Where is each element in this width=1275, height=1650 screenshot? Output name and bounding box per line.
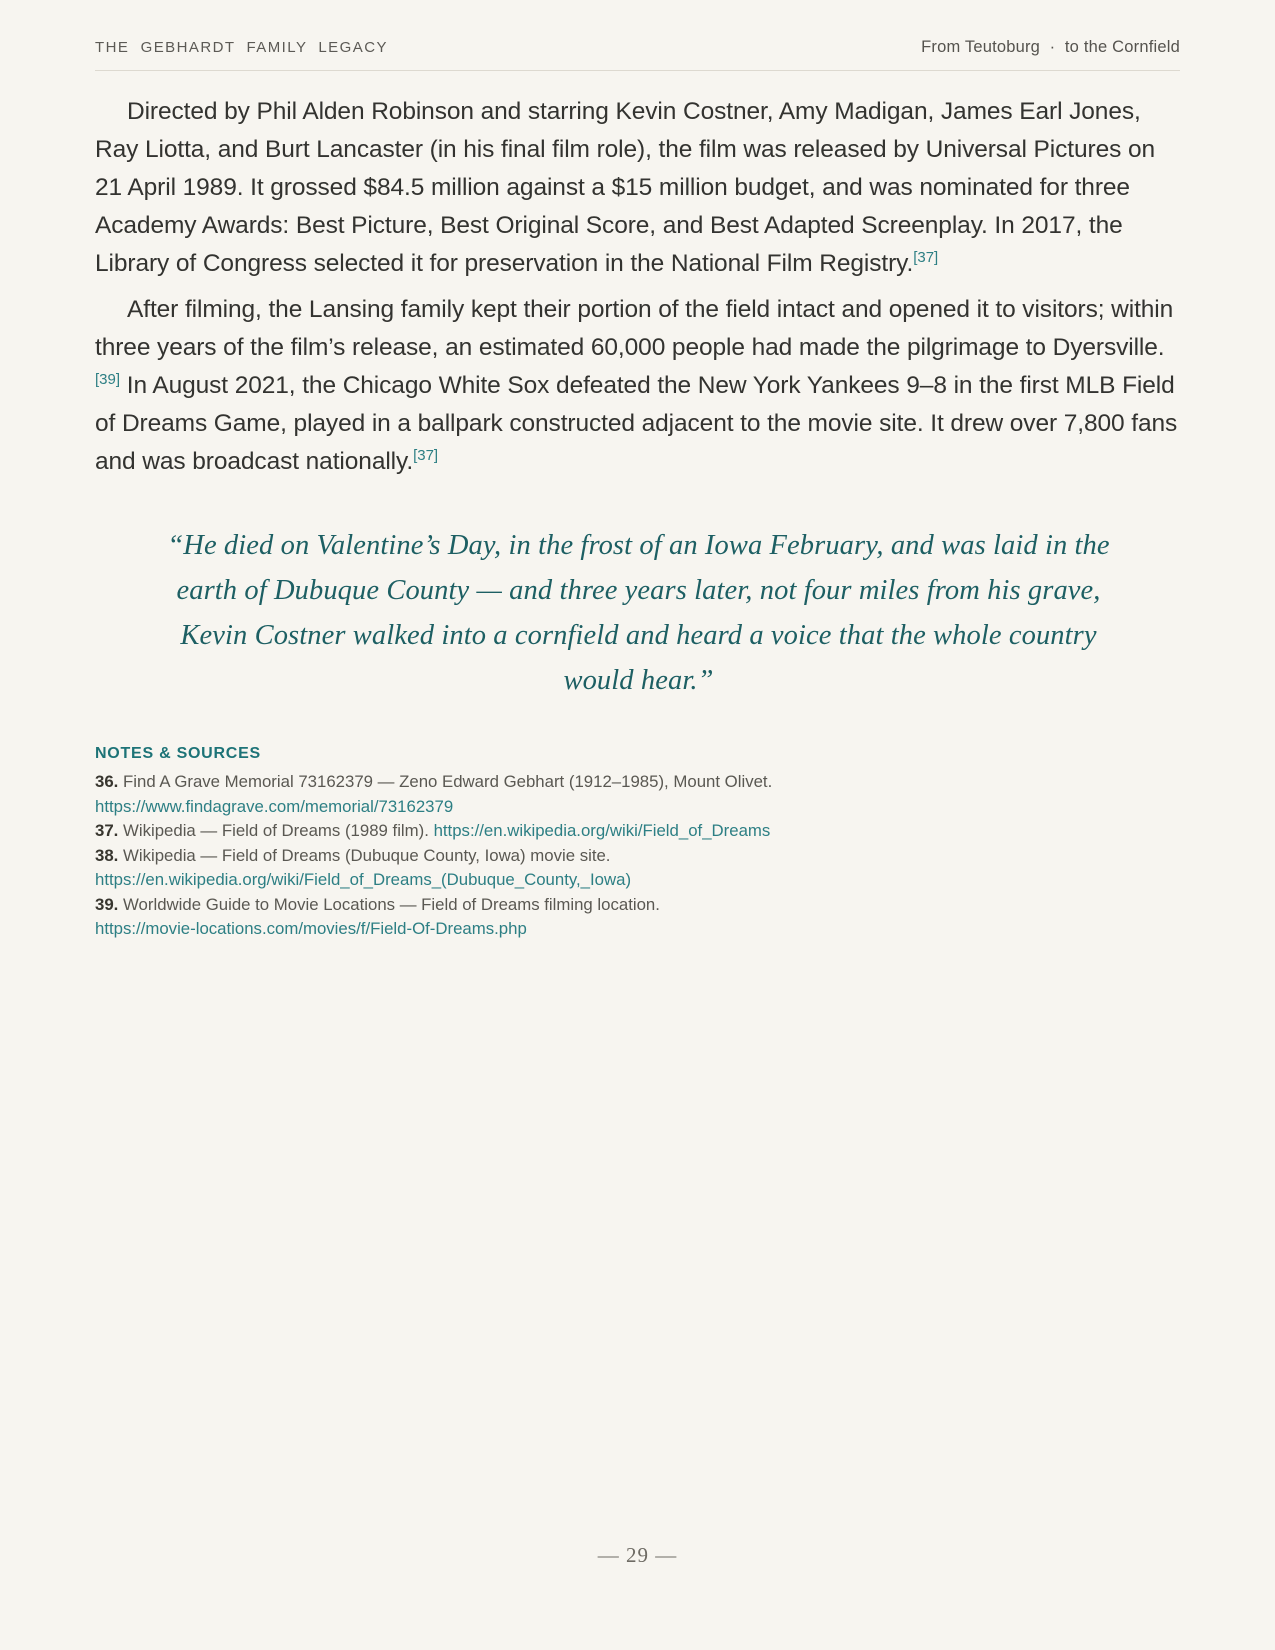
note-text: Wikipedia — Field of Dreams (Dubuque County, Iowa) movie site. bbox=[118, 845, 611, 865]
footnote-ref-39[interactable]: [39] bbox=[95, 370, 121, 388]
paragraph-film-production-text: Directed by Phil Alden Robinson and starring Kevin Costner, Amy Madigan, James Earl Jones, Ray Liotta, and Burt Lancaster (in his final film role), the film was released by Universal Pictures on 21 April 1989. It grossed $84.5 million against a $15 million budget, and was nominated for three Academy Awards: Best Picture, Best Original Score, and Best Adapted Screenplay. In 2017, the Library of Congress selected it for preservation in the National Film Registry. bbox=[95, 98, 1155, 277]
footnote-ref-37b[interactable]: [37] bbox=[413, 446, 439, 464]
note-item bbox=[95, 819, 1180, 844]
note-item bbox=[95, 770, 1180, 819]
footnote-ref-37a[interactable]: [37] bbox=[913, 248, 939, 266]
running-header bbox=[95, 0, 1180, 71]
paragraph-site-legacy-text-part1: After filming, the Lansing family kept their portion of the field intact and opened it to visitors; within three years of the film’s release, an estimated 60,000 people had made the pilgrimage to Dyersville. bbox=[95, 296, 1174, 361]
note-number: 38. bbox=[95, 845, 119, 865]
notes-list bbox=[95, 770, 1180, 942]
note-number: 37. bbox=[95, 821, 119, 840]
paragraph-film-production bbox=[95, 93, 1180, 283]
note-text: Wikipedia — Field of Dreams (1989 film). bbox=[118, 821, 434, 840]
note-url-link[interactable]: https://movie-locations.com/movies/f/Field-Of-Dreams.php bbox=[95, 919, 527, 938]
note-text: Find A Grave Memorial 73162379 — Zeno Edward Gebhart (1912–1985), Mount Olivet. bbox=[118, 772, 773, 791]
page-number-folio: — 29 — bbox=[597, 1543, 678, 1567]
notes-section-heading: NOTES & SOURCES bbox=[95, 745, 261, 762]
paragraph-site-legacy bbox=[95, 291, 1180, 481]
note-url-link[interactable]: https://en.wikipedia.org/wiki/Field_of_Dreams_(Dubuque_County,_Iowa) bbox=[95, 870, 632, 889]
note-item bbox=[95, 844, 1180, 893]
running-header-section-title: From Teutoburg · to the Cornfield bbox=[921, 38, 1180, 56]
body-column bbox=[95, 71, 1180, 481]
running-header-book-title: THE GEBHARDT FAMILY LEGACY bbox=[95, 39, 388, 56]
note-url-link[interactable]: https://en.wikipedia.org/wiki/Field_of_Dreams bbox=[433, 821, 771, 840]
note-number: 39. bbox=[95, 894, 119, 914]
notes-and-sources-section bbox=[95, 745, 1180, 942]
note-text: Worldwide Guide to Movie Locations — Field of Dreams filming location. bbox=[118, 894, 660, 914]
note-item bbox=[95, 893, 1180, 942]
note-number: 36. bbox=[95, 772, 119, 791]
paragraph-site-legacy-text-part2: In August 2021, the Chicago White Sox defeated the New York Yankees 9–8 in the first MLB Field of Dreams Game, played in a ballpark constructed adjacent to the movie site. It drew over 7,800 fans and was broadcast nationally. bbox=[95, 372, 1178, 475]
note-url-link[interactable]: https://www.findagrave.com/memorial/73162379 bbox=[95, 796, 454, 816]
pull-quote: “He died on Valentine’s Day, in the frost of an Iowa February, and was laid in the earth of Dubuque County — and three years later, not four miles from his grave, Kevin Costner walked into a cornfield and heard a voice that the whole country would hear.” bbox=[167, 530, 1110, 696]
